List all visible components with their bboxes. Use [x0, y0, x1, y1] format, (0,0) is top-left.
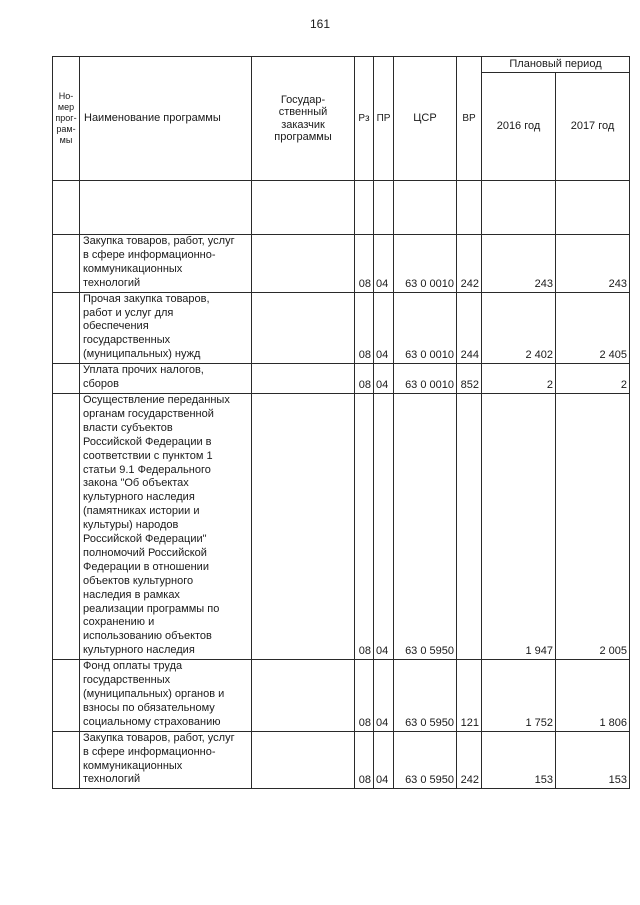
table-row	[53, 393, 630, 659]
csr-cell: 63 0 5950	[394, 660, 457, 732]
csr-cell: 63 0 5950	[394, 393, 457, 659]
program-name-cell: Прочая закупка товаров, работ и услуг для обеспечения государственных (муниципальных) нужд	[80, 292, 252, 364]
amount-2017-cell: 2	[556, 364, 630, 394]
header-plan-period: Плановый период	[482, 57, 630, 73]
program-name-cell: Закупка товаров, работ, услуг в сфере информационно- коммуникационных технологий	[80, 731, 252, 789]
rz-cell: 08	[355, 292, 374, 364]
amount-2016-cell: 153	[482, 731, 556, 789]
pr-cell: 04	[374, 731, 394, 789]
header-state-customer: Государ- ственный заказчик программы	[252, 57, 355, 181]
table-row	[53, 660, 630, 732]
table-row	[53, 364, 630, 394]
amount-2017-cell: 2 405	[556, 292, 630, 364]
rz-cell: 08	[355, 393, 374, 659]
pr-cell: 04	[374, 364, 394, 394]
header-program-name: Наименование программы	[80, 57, 252, 181]
table-row	[53, 292, 630, 364]
rz-cell: 08	[355, 364, 374, 394]
csr-cell: 63 0 5950	[394, 731, 457, 789]
vr-cell: 242	[457, 235, 482, 293]
rz-cell: 08	[355, 660, 374, 732]
page-number: 161	[309, 17, 331, 31]
rz-cell: 08	[355, 235, 374, 293]
header-pr: ПР	[374, 57, 394, 181]
header-year-2017: 2017 год	[556, 73, 630, 181]
program-name-cell: Фонд оплаты труда государственных (муниципальных) органов и взносы по обязательному социальному страхованию	[80, 660, 252, 732]
csr-cell: 63 0 0010	[394, 292, 457, 364]
vr-cell: 244	[457, 292, 482, 364]
program-name-cell: Уплата прочих налогов, сборов	[80, 364, 252, 394]
header-csr: ЦСР	[394, 57, 457, 181]
amount-2017-cell: 2 005	[556, 393, 630, 659]
vr-cell: 121	[457, 660, 482, 732]
header-rz: Рз	[355, 57, 374, 181]
rz-cell: 08	[355, 731, 374, 789]
budget-programs-table	[52, 56, 630, 789]
amount-2017-cell: 1 806	[556, 660, 630, 732]
amount-2016-cell: 1 752	[482, 660, 556, 732]
pr-cell: 04	[374, 292, 394, 364]
vr-cell: 242	[457, 731, 482, 789]
table-row	[53, 235, 630, 293]
amount-2016-cell: 2 402	[482, 292, 556, 364]
program-name-cell: Закупка товаров, работ, услуг в сфере информационно- коммуникационных технологий	[80, 235, 252, 293]
vr-cell	[457, 393, 482, 659]
header-vr: ВР	[457, 57, 482, 181]
amount-2017-cell: 243	[556, 235, 630, 293]
amount-2016-cell: 2	[482, 364, 556, 394]
csr-cell: 63 0 0010	[394, 235, 457, 293]
pr-cell: 04	[374, 660, 394, 732]
vr-cell: 852	[457, 364, 482, 394]
program-name-cell: Осуществление переданных органам государственной власти субъектов Российской Федерации в соответствии с пунктом 1 статьи 9.1 Федерального закона "Об объектах культурного наследия (памятниках истории и культуры) народов Российской Федерации" полномочий Российской Федерации в отношении объектов культурного наследия в рамках реализации программы по сохранению и использованию объектов культурного наследия	[80, 393, 252, 659]
header-year-2016: 2016 год	[482, 73, 556, 181]
amount-2017-cell: 153	[556, 731, 630, 789]
amount-2016-cell: 243	[482, 235, 556, 293]
table-row	[53, 731, 630, 789]
amount-2016-cell: 1 947	[482, 393, 556, 659]
csr-cell: 63 0 0010	[394, 364, 457, 394]
pr-cell: 04	[374, 235, 394, 293]
pr-cell: 04	[374, 393, 394, 659]
spacer-row	[53, 181, 630, 235]
header-program-number: Но- мер прог- рам- мы	[53, 57, 80, 181]
